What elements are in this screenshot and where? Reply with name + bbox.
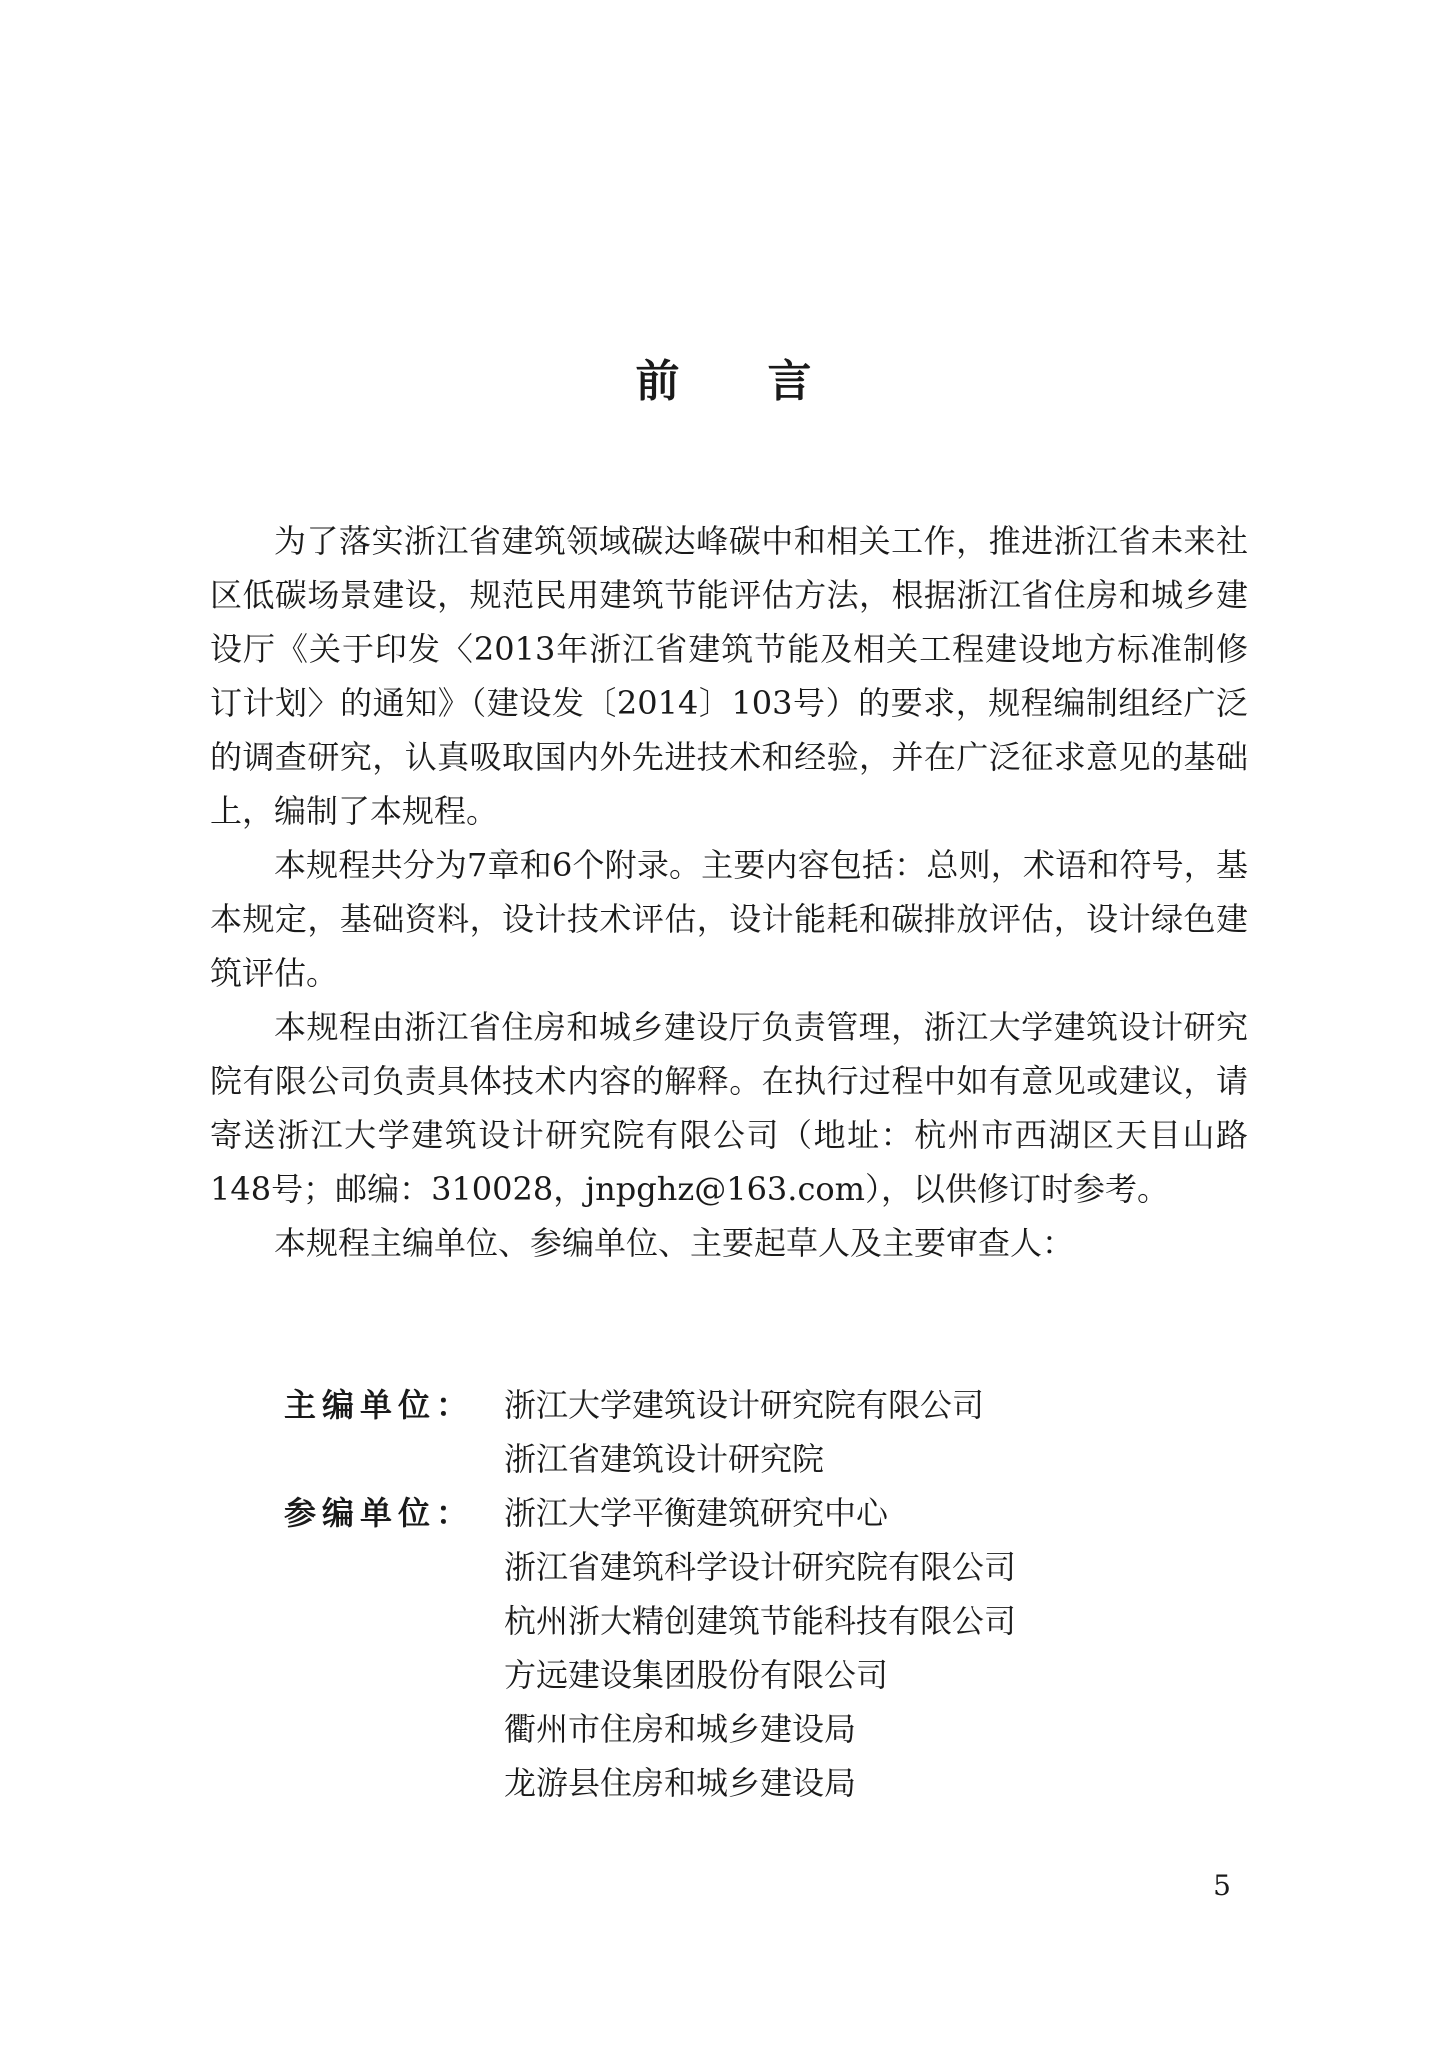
paragraph-units-intro: 本规程主编单位、参编单位、主要起草人及主要审查人：	[274, 1224, 1075, 1262]
unit-name: 浙江省建筑科学设计研究院有限公司	[504, 1548, 1017, 1586]
co-editor-label: 参编单位：	[284, 1494, 475, 1532]
organization-list	[284, 1378, 1016, 1810]
paragraph-contents: 本规程共分为7章和6个附录。主要内容包括：总则，术语和符号，基本规定，基础资料，设计技术评估，设计能耗和碳排放评估，设计绿色建筑评估。	[210, 846, 1248, 992]
unit-name: 浙江大学平衡建筑研究中心	[504, 1494, 889, 1532]
chief-editor-group	[284, 1378, 1016, 1486]
co-editor-group	[284, 1486, 1016, 1810]
co-editor-units	[504, 1486, 1016, 1810]
unit-name: 杭州浙大精创建筑节能科技有限公司	[504, 1602, 1017, 1640]
page-title: 前言	[635, 356, 900, 407]
unit-name: 衢州市住房和城乡建设局	[504, 1710, 857, 1748]
page-number: 5	[1213, 1869, 1231, 1902]
paragraph-management: 本规程由浙江省住房和城乡建设厅负责管理，浙江大学建筑设计研究院有限公司负责具体技术内容的解释。在执行过程中如有意见或建议，请寄送浙江大学建筑设计研究院有限公司（地址：杭州市西湖区天目山路148号；邮编：310028，jnpghz@163.com），以供修订时参考。	[210, 1008, 1248, 1208]
unit-name: 浙江省建筑设计研究院	[504, 1440, 825, 1478]
preface-body	[210, 514, 1248, 1270]
unit-name: 方远建设集团股份有限公司	[504, 1656, 889, 1694]
chief-editor-units	[504, 1378, 984, 1486]
chief-editor-label: 主编单位：	[284, 1386, 475, 1424]
paragraph-background: 为了落实浙江省建筑领域碳达峰碳中和相关工作，推进浙江省未来社区低碳场景建设，规范民用建筑节能评估方法，根据浙江省住房和城乡建设厅《关于印发〈2013年浙江省建筑节能及相关工程建设地方标准制修订计划〉的通知》（建设发〔2014〕103号）的要求，规程编制组经广泛的调查研究，认真吸取国内外先进技术和经验，并在广泛征求意见的基础上，编制了本规程。	[210, 522, 1248, 830]
unit-name: 浙江大学建筑设计研究院有限公司	[504, 1386, 985, 1424]
unit-name: 龙游县住房和城乡建设局	[504, 1764, 857, 1802]
